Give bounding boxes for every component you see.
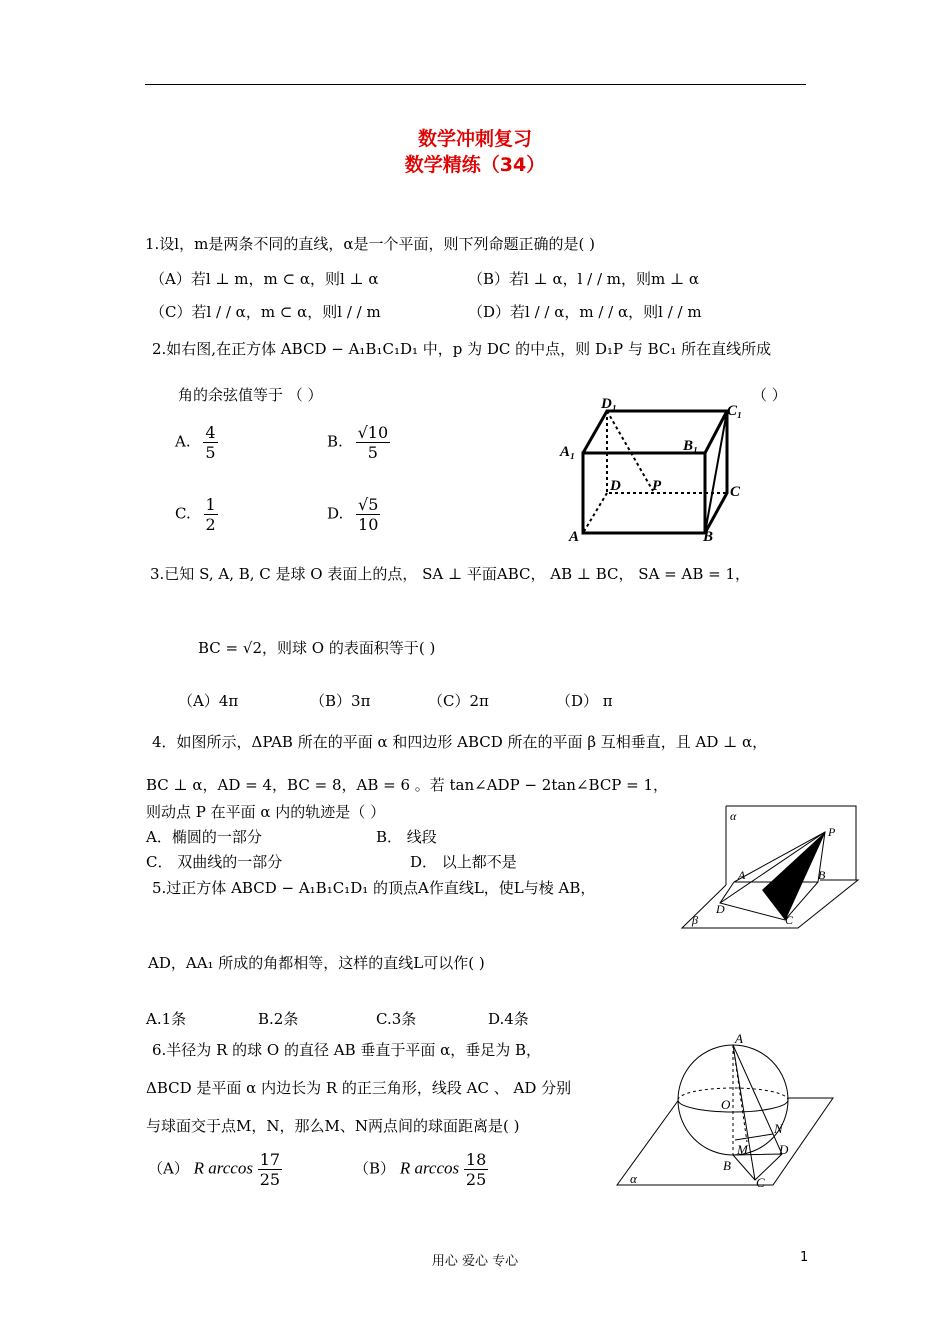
q2-option-c-fraction [204, 495, 218, 534]
q2-option-b-fraction [356, 423, 391, 462]
q2-c-denominator: 2 [205, 515, 216, 534]
cube-top-edges [583, 411, 727, 453]
q2-stem: 2.如右图,在正方体 ABCD − A₁B₁C₁D₁ 中，p 为 DC 的中点，则 D₁P 与 BC₁ 所在直线所成 [152, 340, 772, 358]
q4-option-a: A．椭圆的一部分 [146, 828, 262, 846]
shaded-face [762, 832, 825, 920]
q4-planes-figure [670, 800, 870, 935]
q6-option-b-expression: R arccos [399, 1158, 460, 1178]
q2-d-denominator: 10 [358, 515, 379, 534]
q3-option-d: （D） π [556, 692, 613, 710]
q6-option-b-fraction [464, 1150, 488, 1189]
label-d: D [610, 478, 621, 494]
q1-option-c: （C）若l / / α，m ⊂ α，则l / / m [150, 303, 381, 321]
label-c: C [785, 913, 794, 927]
label-b: B [818, 868, 826, 882]
footer-motto: 用心 爱心 专心 [431, 1254, 519, 1269]
q2-a-numerator: 4 [205, 423, 216, 442]
q5-stem: 5.过正方体 ABCD − A₁B₁C₁D₁ 的顶点A作直线L，使L与棱 AB， [152, 879, 596, 897]
q6-option-b [354, 1150, 488, 1189]
q2-d-numerator: √5 [358, 495, 379, 514]
q2-option-d-fraction [356, 495, 380, 534]
label-a1: A₁ [560, 444, 576, 460]
q6-option-a-fraction [258, 1150, 282, 1189]
q5-stem-continued: AD，AA₁ 所成的角都相等，这样的直线L可以作( ) [148, 954, 485, 972]
header-rule [145, 84, 806, 85]
q6-a-denominator: 25 [259, 1170, 281, 1189]
q5-option-d: D.4条 [488, 1010, 529, 1028]
q5-option-c: C.3条 [376, 1010, 417, 1028]
q5-option-a: A.1条 [146, 1010, 187, 1028]
cube-hidden-edge-ad [583, 493, 607, 533]
q2-option-c-label: C. [175, 504, 191, 523]
q3-option-a: （A）4π [178, 692, 239, 710]
label-a: A [735, 1031, 743, 1046]
page-title: 数学冲刺复习 [417, 128, 532, 150]
q6-option-a-label: （A） [148, 1159, 189, 1178]
q4-stem-question: 则动点 P 在平面 α 内的轨迹是（ ） [146, 803, 386, 821]
label-n: N [774, 1121, 783, 1136]
label-beta: β [692, 913, 698, 927]
q2-option-d-label: D. [327, 504, 344, 523]
q6-option-a [148, 1150, 282, 1189]
label-o: O [721, 1097, 731, 1112]
label-p: P [652, 478, 662, 494]
q2-option-b [327, 423, 390, 462]
q4-option-c: C． 双曲线的一部分 [146, 853, 283, 871]
q4-stem: 4．如图所示，ΔPAB 所在的平面 α 和四边形 ABCD 所在的平面 β 互相垂直，且 AD ⊥ α， [152, 733, 768, 751]
q2-option-a-fraction [203, 423, 217, 462]
q2-c-numerator: 1 [205, 495, 216, 514]
q3-stem-continued: BC = √2，则球 O 的表面积等于( ) [198, 639, 436, 657]
q3-stem: 3.已知 S, A, B, C 是球 O 表面上的点， SA ⊥ 平面ABC， AB ⊥ BC， SA = AB = 1， [150, 565, 751, 583]
label-a: A [569, 529, 580, 545]
page-number: 1 [800, 1250, 809, 1265]
q2-a-denominator: 5 [205, 443, 216, 462]
q2-option-a-label: A. [175, 432, 191, 451]
q6-b-denominator: 25 [465, 1170, 487, 1189]
label-d: D [716, 902, 725, 916]
q6-sphere-figure [615, 1030, 840, 1190]
q2-option-b-label: B. [327, 432, 343, 451]
q1-stem: 1.设l，m是两条不同的直线，α是一个平面，则下列命题正确的是( ) [145, 235, 595, 253]
label-m: M [737, 1142, 748, 1157]
q2-option-a [175, 423, 218, 462]
label-b1: B₁ [683, 438, 699, 454]
q2-b-numerator: √10 [357, 423, 389, 442]
label-c: C [730, 484, 741, 500]
q3-option-b: （B）3π [310, 692, 371, 710]
q2-option-d [327, 495, 380, 534]
label-c1: C₁ [727, 403, 743, 419]
cube-front-face [583, 453, 705, 533]
q3-option-c: （C）2π [428, 692, 489, 710]
label-c: C [756, 1175, 765, 1190]
q6-b-numerator: 18 [465, 1150, 487, 1169]
q6-a-numerator: 17 [259, 1150, 281, 1169]
q1-option-d: （D）若l / / α，m / / α，则l / / m [468, 303, 702, 321]
label-alpha: α [730, 809, 737, 823]
q6-option-a-expression: R arccos [193, 1158, 253, 1178]
q2-answer-paren: （ ） [752, 386, 787, 404]
label-b: B [723, 1158, 731, 1173]
label-a: A [738, 868, 746, 882]
q2-cube-figure [555, 393, 755, 548]
label-b: B [703, 529, 714, 545]
q6-stem-continued: ΔBCD 是平面 α 内边长为 R 的正三角形，线段 AC 、 AD 分别 [146, 1079, 572, 1097]
label-alpha: α [630, 1171, 637, 1186]
label-d1: D₁ [601, 396, 618, 412]
q4-option-d: D． 以上都不是 [410, 853, 517, 871]
q2-stem-continued: 角的余弦值等于 （ ） [178, 386, 323, 404]
q1-option-a: （A）若l ⊥ m，m ⊂ α，则l ⊥ α [150, 270, 379, 288]
q2-b-denominator: 5 [367, 443, 378, 462]
q1-option-b: （B）若l ⊥ α，l / / m，则m ⊥ α [468, 270, 700, 288]
q6-option-b-label: （B） [354, 1159, 396, 1178]
label-d: D [779, 1142, 789, 1157]
q5-option-b: B.2条 [258, 1010, 299, 1028]
page-subtitle: 数学精练（34） [404, 154, 546, 176]
q4-stem-continued: BC ⊥ α，AD = 4，BC = 8，AB = 6 。若 tan∠ADP − 2tan∠BCP = 1， [146, 776, 669, 794]
q6-stem: 6.半径为 R 的球 O 的直径 AB 垂直于平面 α，垂足为 B， [152, 1041, 542, 1059]
q2-option-c [175, 495, 218, 534]
label-p: P [828, 825, 836, 839]
q6-stem-question: 与球面交于点M，N，那么M、N两点间的球面距离是( ) [146, 1117, 520, 1135]
q4-option-b: B． 线段 [376, 828, 437, 846]
